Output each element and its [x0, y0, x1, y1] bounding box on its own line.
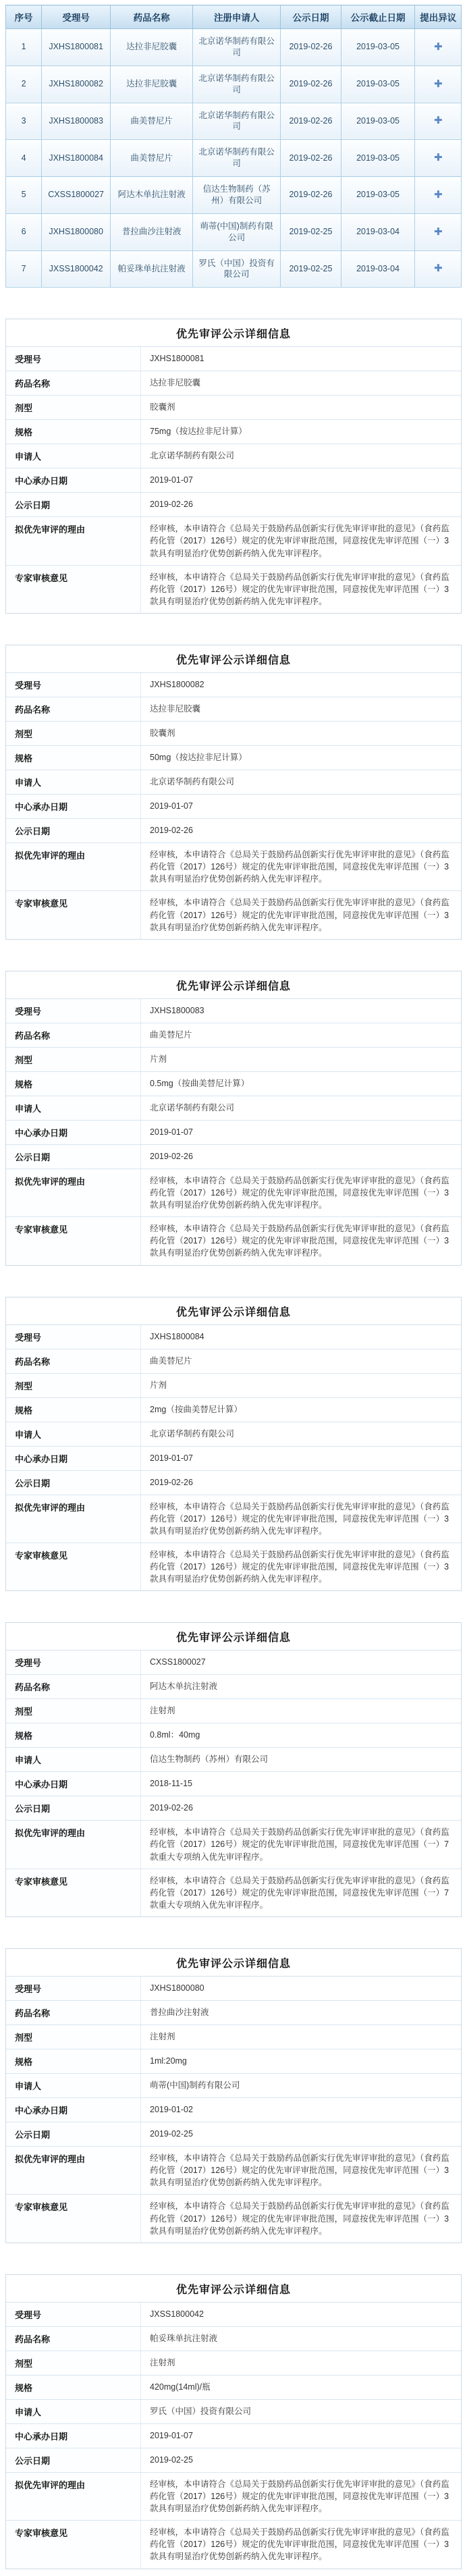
cell-publicity-deadline: 2019-03-05 [341, 29, 415, 66]
detail-field-row [6, 468, 461, 493]
field-value: 注射剂 [150, 1706, 175, 1716]
detail-field-row [6, 697, 461, 722]
cell-applicant: 北京诺华制药有限公司 [193, 29, 281, 66]
field-value: JXHS1800082 [150, 680, 204, 689]
field-label: 中心承办日期 [6, 2424, 141, 2448]
table-row [6, 177, 462, 214]
bottom-spacer [0, 2569, 467, 2576]
field-label: 规格 [6, 746, 141, 770]
field-value: 经审核，本申请符合《总局关于鼓励药品创新实行优先审评审批的意见》（食药监药化管（2017）126号）规定的优先审评审批范围，同意按优先审评范围（一）3款具有明显治疗优势创新药纳入优先审评程序。 [150, 1501, 449, 1536]
detail-fields [6, 2303, 461, 2569]
field-value: 北京诺华制药有限公司 [150, 777, 235, 786]
cell-applicant: 北京诺华制药有限公司 [193, 140, 281, 177]
field-label: 拟优先审评的理由 [6, 2147, 141, 2194]
cell-acceptance-no: JXHS1800084 [42, 140, 111, 177]
detail-field-row [6, 746, 461, 770]
priority-review-detail-section [5, 1297, 462, 1592]
detail-field-row [6, 1821, 461, 1869]
field-label: 药品名称 [6, 1023, 141, 1047]
field-value: 经审核，本申请符合《总局关于鼓励药品创新实行优先审评审批的意见》（食药监药化管（2017）126号）规定的优先审评审批范围，同意按优先审评范围（一）3款具有明显治疗优势创新药纳入优先审评程序。 [150, 1175, 449, 1210]
detail-field-row [6, 2074, 461, 2098]
priority-review-detail-section [5, 971, 462, 1266]
table-row [6, 103, 462, 140]
field-label: 公示日期 [6, 2448, 141, 2472]
cell-publicity-date: 2019-02-26 [281, 65, 341, 103]
cell-drug-name: 帕妥珠单抗注射液 [111, 250, 193, 288]
field-value: 经审核，本申请符合《总局关于鼓励药品创新实行优先审评审批的意见》（食药监药化管（2017）126号）规定的优先审评审批范围，同意按优先审评范围（一）3款具有明显治疗优势创新药纳入优先审评程序。 [150, 2201, 449, 2236]
priority-review-detail-section [5, 645, 462, 940]
publicity-summary [0, 0, 467, 288]
detail-title: 优先审评公示详细信息 [6, 645, 461, 673]
field-value: 2019-02-25 [150, 2129, 193, 2139]
field-label: 受理号 [6, 347, 141, 371]
cell-objection [415, 65, 462, 103]
field-label: 拟优先审评的理由 [6, 843, 141, 890]
cell-drug-name: 达拉非尼胶囊 [111, 29, 193, 66]
field-label: 药品名称 [6, 371, 141, 395]
cell-publicity-date: 2019-02-25 [281, 213, 341, 250]
field-label: 受理号 [6, 1977, 141, 2000]
field-label: 拟优先审评的理由 [6, 517, 141, 564]
field-value: 2019-01-07 [150, 1127, 193, 1137]
field-label: 药品名称 [6, 1349, 141, 1373]
field-value: 萌蒂(中国)制药有限公司 [150, 2081, 240, 2090]
field-value: 经审核，本申请符合《总局关于鼓励药品创新实行优先审评审批的意见》（食药监药化管（2017）126号）规定的优先审评审批范围，同意按优先审评范围（一）3款具有明显治疗优势创新药纳入优先审评程序。 [150, 2153, 449, 2188]
field-label: 剂型 [6, 1699, 141, 1723]
field-value: 帕妥珠单抗注射液 [150, 2333, 218, 2343]
detail-title: 优先审评公示详细信息 [6, 1949, 461, 1977]
priority-review-detail-section [5, 1622, 462, 1917]
cell-publicity-deadline: 2019-03-05 [341, 103, 415, 140]
field-label: 拟优先审评的理由 [6, 1495, 141, 1542]
cell-index: 5 [6, 177, 42, 214]
field-label: 专家审核意见 [6, 1869, 141, 1916]
detail-field-row [6, 444, 461, 468]
detail-field-row [6, 1651, 461, 1675]
summary-table-head [6, 5, 462, 29]
detail-field-row [6, 2025, 461, 2049]
detail-sections [0, 319, 467, 2569]
detail-field-row [6, 1723, 461, 1748]
field-value: 经审核，本申请符合《总局关于鼓励药品创新实行优先审评审批的意见》（食药监药化管（2017）126号）规定的优先审评审批范围，同意按优先审评范围（一）3款具有明显治疗优势创新药纳入优先审评程序。 [150, 898, 449, 932]
detail-title: 优先审评公示详细信息 [6, 319, 461, 347]
cell-objection [415, 250, 462, 288]
field-label: 申请人 [6, 2074, 141, 2097]
field-label: 规格 [6, 1398, 141, 1422]
cell-applicant: 信达生物制药（苏州）有限公司 [193, 177, 281, 214]
field-label: 申请人 [6, 1096, 141, 1120]
detail-field-row [6, 2351, 461, 2376]
field-label: 药品名称 [6, 2327, 141, 2351]
cell-objection [415, 29, 462, 66]
field-value: 罗氏（中国）投资有限公司 [150, 2406, 252, 2416]
detail-field-row [6, 1048, 461, 1072]
detail-field-row [6, 2521, 461, 2568]
field-label: 申请人 [6, 444, 141, 468]
detail-field-row [6, 2147, 461, 2195]
cell-publicity-deadline: 2019-03-05 [341, 177, 415, 214]
field-label: 中心承办日期 [6, 2098, 141, 2122]
detail-fields [6, 1977, 461, 2243]
field-label: 剂型 [6, 1048, 141, 1071]
field-value: 信达生物制药（苏州）有限公司 [150, 1754, 269, 1765]
cell-drug-name: 曲美替尼片 [111, 140, 193, 177]
cell-index: 4 [6, 140, 42, 177]
detail-field-row [6, 1543, 461, 1590]
field-label: 拟优先审评的理由 [6, 1821, 141, 1868]
detail-field-row [6, 795, 461, 819]
field-label: 受理号 [6, 1651, 141, 1674]
detail-fields [6, 999, 461, 1265]
field-label: 拟优先审评的理由 [6, 2473, 141, 2520]
objection-plus-icon[interactable]: ✚ [433, 41, 443, 53]
field-value: 2019-01-07 [150, 801, 193, 811]
detail-field-row [6, 843, 461, 891]
field-value: 2019-02-26 [150, 826, 193, 835]
detail-field-row [6, 1748, 461, 1772]
field-label: 剂型 [6, 722, 141, 745]
cell-drug-name: 普拉曲沙注射液 [111, 213, 193, 250]
field-label: 申请人 [6, 770, 141, 794]
objection-plus-icon[interactable]: ✚ [433, 115, 443, 127]
cell-objection [415, 140, 462, 177]
detail-field-row [6, 371, 461, 396]
detail-field-row [6, 1145, 461, 1169]
header-drug-name: 药品名称 [111, 5, 193, 29]
field-value: 2019-02-26 [150, 500, 193, 510]
detail-field-row [6, 2400, 461, 2424]
cell-publicity-date: 2019-02-26 [281, 140, 341, 177]
field-value: 达拉非尼胶囊 [150, 704, 201, 714]
field-value: 2019-02-25 [150, 2454, 193, 2465]
field-value: 0.8ml：40mg [150, 1730, 200, 1740]
cell-index: 3 [6, 103, 42, 140]
cell-acceptance-no: JXHS1800083 [42, 103, 111, 140]
field-value: 片剂 [150, 1054, 167, 1064]
detail-field-row [6, 2049, 461, 2074]
detail-field-row [6, 1699, 461, 1723]
cell-index: 6 [6, 213, 42, 250]
header-raise-objection: 提出异议 [415, 5, 462, 29]
field-value: 北京诺华制药有限公司 [150, 451, 235, 461]
detail-field-row [6, 1471, 461, 1495]
field-value: 2019-01-07 [150, 475, 193, 485]
detail-title: 优先审评公示详细信息 [6, 1297, 461, 1325]
field-label: 公示日期 [6, 1145, 141, 1169]
objection-plus-icon[interactable]: ✚ [433, 78, 443, 90]
field-label: 规格 [6, 2049, 141, 2073]
field-label: 受理号 [6, 673, 141, 697]
detail-fields [6, 1651, 461, 1916]
field-value: JXHS1800080 [150, 1983, 204, 1993]
detail-field-row [6, 2122, 461, 2147]
detail-field-row [6, 566, 461, 613]
cell-index: 1 [6, 29, 42, 66]
cell-drug-name: 阿达木单抗注射液 [111, 177, 193, 214]
table-row [6, 65, 462, 103]
detail-field-row [6, 2327, 461, 2351]
detail-field-row [6, 1772, 461, 1796]
detail-field-row [6, 2303, 461, 2327]
cell-publicity-date: 2019-02-26 [281, 29, 341, 66]
detail-field-row [6, 1796, 461, 1821]
field-label: 中心承办日期 [6, 1447, 141, 1470]
field-value: 2019-02-26 [150, 1803, 193, 1813]
cell-applicant: 萌蒂(中国)制药有限公司 [193, 213, 281, 250]
detail-field-row [6, 1023, 461, 1048]
detail-field-row [6, 396, 461, 420]
cell-drug-name: 曲美替尼片 [111, 103, 193, 140]
cell-publicity-date: 2019-02-25 [281, 250, 341, 288]
field-label: 规格 [6, 1723, 141, 1747]
field-value: 2019-02-26 [150, 1477, 193, 1487]
field-value: 曲美替尼片 [150, 1356, 192, 1366]
detail-field-row [6, 1422, 461, 1447]
priority-review-detail-section [5, 1948, 462, 2243]
field-value: 经审核，本申请符合《总局关于鼓励药品创新实行优先审评审批的意见》（食药监药化管（2017）126号）规定的优先审评审批范围，同意按优先审评范围（一）3款具有明显治疗优势创新药纳入优先审评程序。 [150, 850, 449, 884]
field-value: 经审核，本申请符合《总局关于鼓励药品创新实行优先审评审批的意见》（食药监药化管（2017）126号）规定的优先审评审批范围，同意按优先审评范围（一）3款具有明显治疗优势创新药纳入优先审评程序。 [150, 1224, 449, 1258]
detail-field-row [6, 1325, 461, 1349]
field-label: 申请人 [6, 2400, 141, 2423]
field-value: 达拉非尼胶囊 [150, 378, 201, 388]
field-value: 阿达木单抗注射液 [150, 1682, 218, 1692]
detail-title: 优先审评公示详细信息 [6, 1623, 461, 1651]
cell-publicity-date: 2019-02-26 [281, 103, 341, 140]
field-value: 经审核，本申请符合《总局关于鼓励药品创新实行优先审评审批的意见》（食药监药化管（2017）126号）规定的优先审评审批范围，同意按优先审评范围（一）3款具有明显治疗优势创新药纳入优先审评程序。 [150, 524, 449, 558]
field-value: 普拉曲沙注射液 [150, 2008, 209, 2017]
detail-field-row [6, 891, 461, 938]
summary-table-body [6, 29, 462, 288]
field-label: 专家审核意见 [6, 1217, 141, 1264]
field-value: 经审核，本申请符合《总局关于鼓励药品创新实行优先审评审批的意见》（食药监药化管（2017）126号）规定的优先审评审批范围，同意按优先审评范围（一）3款具有明显治疗优势创新药纳入优先审评程序。 [150, 2479, 449, 2513]
objection-plus-icon[interactable]: ✚ [433, 188, 443, 200]
field-label: 专家审核意见 [6, 2195, 141, 2242]
cell-acceptance-no: JXHS1800080 [42, 213, 111, 250]
table-row [6, 140, 462, 177]
field-value: 注射剂 [150, 2032, 175, 2041]
detail-field-row [6, 2473, 461, 2521]
header-publicity-deadline: 公示截止日期 [341, 5, 415, 29]
detail-field-row [6, 1447, 461, 1471]
field-label: 药品名称 [6, 697, 141, 721]
detail-fields [6, 1325, 461, 1591]
header-acceptance-no: 受理号 [42, 5, 111, 29]
table-row [6, 250, 462, 288]
field-label: 申请人 [6, 1422, 141, 1446]
field-label: 公示日期 [6, 493, 141, 516]
header-applicant: 注册申请人 [193, 5, 281, 29]
detail-title: 优先审评公示详细信息 [6, 971, 461, 999]
field-label: 受理号 [6, 1325, 141, 1349]
detail-field-row [6, 2001, 461, 2025]
field-value: 经审核，本申请符合《总局关于鼓励药品创新实行优先审评审批的意见》（食药监药化管（2017）126号）规定的优先审评审批范围，同意按优先审评范围（一）3款具有明显治疗优势创新药纳入优先审评程序。 [150, 1549, 449, 1584]
field-value: 北京诺华制药有限公司 [150, 1428, 235, 1439]
summary-header-row [6, 5, 462, 29]
objection-plus-icon[interactable]: ✚ [433, 152, 443, 163]
field-label: 中心承办日期 [6, 1121, 141, 1144]
detail-field-row [6, 1675, 461, 1699]
cell-index: 2 [6, 65, 42, 103]
field-label: 中心承办日期 [6, 795, 141, 818]
cell-acceptance-no: JXHS1800082 [42, 65, 111, 103]
detail-field-row [6, 2448, 461, 2473]
table-row [6, 213, 462, 250]
cell-objection [415, 213, 462, 250]
field-value: 420mg(14ml)/瓶 [150, 2382, 211, 2392]
field-value: 注射剂 [150, 2357, 175, 2367]
field-label: 中心承办日期 [6, 468, 141, 492]
field-label: 规格 [6, 420, 141, 444]
objection-plus-icon[interactable]: ✚ [433, 263, 443, 275]
field-label: 公示日期 [6, 819, 141, 842]
detail-field-row [6, 673, 461, 697]
field-value: 片剂 [150, 1380, 167, 1390]
field-label: 规格 [6, 1072, 141, 1096]
detail-field-row [6, 2195, 461, 2242]
field-label: 公示日期 [6, 1796, 141, 1820]
cell-drug-name: 达拉非尼胶囊 [111, 65, 193, 103]
detail-field-row [6, 1072, 461, 1096]
detail-fields [6, 347, 461, 613]
detail-field-row [6, 2424, 461, 2448]
field-value: 50mg（按达拉非尼计算） [150, 753, 247, 762]
field-value: 北京诺华制药有限公司 [150, 1102, 235, 1112]
detail-field-row [6, 1349, 461, 1374]
cell-publicity-date: 2019-02-26 [281, 177, 341, 214]
header-publicity-date: 公示日期 [281, 5, 341, 29]
detail-fields [6, 673, 461, 939]
field-label: 中心承办日期 [6, 1772, 141, 1796]
cell-acceptance-no: JXHS1800081 [42, 29, 111, 66]
field-value: 1ml:20mg [150, 2056, 187, 2066]
detail-title: 优先审评公示详细信息 [6, 2275, 461, 2303]
detail-field-row [6, 722, 461, 746]
cell-applicant: 罗氏（中国）投资有限公司 [193, 250, 281, 288]
detail-field-row [6, 1495, 461, 1543]
header-index: 序号 [6, 5, 42, 29]
detail-field-row [6, 517, 461, 565]
field-value: 2019-01-02 [150, 2105, 193, 2114]
cell-publicity-deadline: 2019-03-05 [341, 140, 415, 177]
cell-applicant: 北京诺华制药有限公司 [193, 103, 281, 140]
detail-field-row [6, 1096, 461, 1121]
field-value: 0.5mg（按曲美替尼计算） [150, 1078, 250, 1088]
table-row [6, 29, 462, 66]
cell-applicant: 北京诺华制药有限公司 [193, 65, 281, 103]
field-value: 2019-01-07 [150, 2430, 193, 2440]
detail-field-row [6, 770, 461, 795]
field-value: 曲美替尼片 [150, 1029, 192, 1040]
field-label: 公示日期 [6, 2122, 141, 2146]
field-label: 剂型 [6, 1374, 141, 1397]
field-label: 拟优先审评的理由 [6, 1169, 141, 1216]
field-label: 药品名称 [6, 1675, 141, 1698]
cell-acceptance-no: JXSS1800042 [42, 250, 111, 288]
detail-field-row [6, 819, 461, 843]
field-label: 剂型 [6, 2351, 141, 2375]
detail-field-row [6, 999, 461, 1023]
field-value: JXHS1800083 [150, 1005, 204, 1015]
detail-field-row [6, 493, 461, 517]
field-value: CXSS1800027 [150, 1657, 206, 1667]
detail-field-row [6, 1977, 461, 2001]
cell-publicity-deadline: 2019-03-05 [341, 65, 415, 103]
objection-plus-icon[interactable]: ✚ [433, 225, 443, 238]
field-value: 75mg（按达拉非尼计算） [150, 427, 247, 437]
field-value: 经审核，本申请符合《总局关于鼓励药品创新实行优先审评审批的意见》（食药监药化管（2017）126号）规定的优先审评审批范围，同意按优先审评范围（一）3款具有明显治疗优势创新药纳入优先审评程序。 [150, 2527, 449, 2562]
detail-field-row [6, 1121, 461, 1145]
field-value: 2019-02-26 [150, 1151, 193, 1161]
field-value: 经审核，本申请符合《总局关于鼓励药品创新实行优先审评审批的意见》（食药监药化管（2017）126号）规定的优先审评审批范围，同意按优先审评范围（一）7款重大专项纳入优先审评程序。 [150, 1827, 449, 1862]
cell-publicity-deadline: 2019-03-04 [341, 250, 415, 288]
field-label: 药品名称 [6, 2001, 141, 2024]
field-value: 胶囊剂 [150, 728, 175, 738]
field-label: 专家审核意见 [6, 2521, 141, 2568]
field-value: 2018-11-15 [150, 1779, 193, 1789]
field-value: JXHS1800081 [150, 354, 204, 364]
field-label: 专家审核意见 [6, 891, 141, 938]
field-label: 受理号 [6, 2303, 141, 2326]
cell-acceptance-no: CXSS1800027 [42, 177, 111, 214]
detail-field-row [6, 1398, 461, 1422]
field-label: 规格 [6, 2376, 141, 2399]
field-label: 专家审核意见 [6, 1543, 141, 1590]
detail-field-row [6, 1374, 461, 1398]
cell-objection [415, 103, 462, 140]
detail-field-row [6, 347, 461, 371]
field-value: 2mg（按曲美替尼计算） [150, 1404, 242, 1414]
field-label: 剂型 [6, 396, 141, 419]
detail-field-row [6, 2376, 461, 2400]
cell-objection [415, 177, 462, 214]
detail-field-row [6, 1169, 461, 1217]
field-value: JXSS1800042 [150, 2309, 204, 2319]
field-label: 公示日期 [6, 1471, 141, 1495]
priority-review-detail-section [5, 319, 462, 614]
field-label: 申请人 [6, 1748, 141, 1771]
field-label: 受理号 [6, 999, 141, 1023]
cell-publicity-deadline: 2019-03-04 [341, 213, 415, 250]
detail-field-row [6, 2098, 461, 2122]
field-value: JXHS1800084 [150, 1331, 204, 1341]
field-value: 胶囊剂 [150, 402, 175, 412]
summary-table [5, 5, 462, 288]
field-value: 经审核，本申请符合《总局关于鼓励药品创新实行优先审评审批的意见》（食药监药化管（2017）126号）规定的优先审评审批范围，同意按优先审评范围（一）7款重大专项纳入优先审评程序。 [150, 1875, 449, 1910]
detail-field-row [6, 1869, 461, 1916]
cell-index: 7 [6, 250, 42, 288]
field-label: 剂型 [6, 2025, 141, 2049]
field-value: 2019-01-07 [150, 1453, 193, 1463]
field-label: 专家审核意见 [6, 566, 141, 613]
field-value: 经审核，本申请符合《总局关于鼓励药品创新实行优先审评审批的意见》（食药监药化管（2017）126号）规定的优先审评审批范围，同意按优先审评范围（一）3款具有明显治疗优势创新药纳入优先审评程序。 [150, 572, 449, 606]
detail-field-row [6, 420, 461, 444]
priority-review-detail-section [5, 2274, 462, 2569]
detail-field-row [6, 1217, 461, 1264]
